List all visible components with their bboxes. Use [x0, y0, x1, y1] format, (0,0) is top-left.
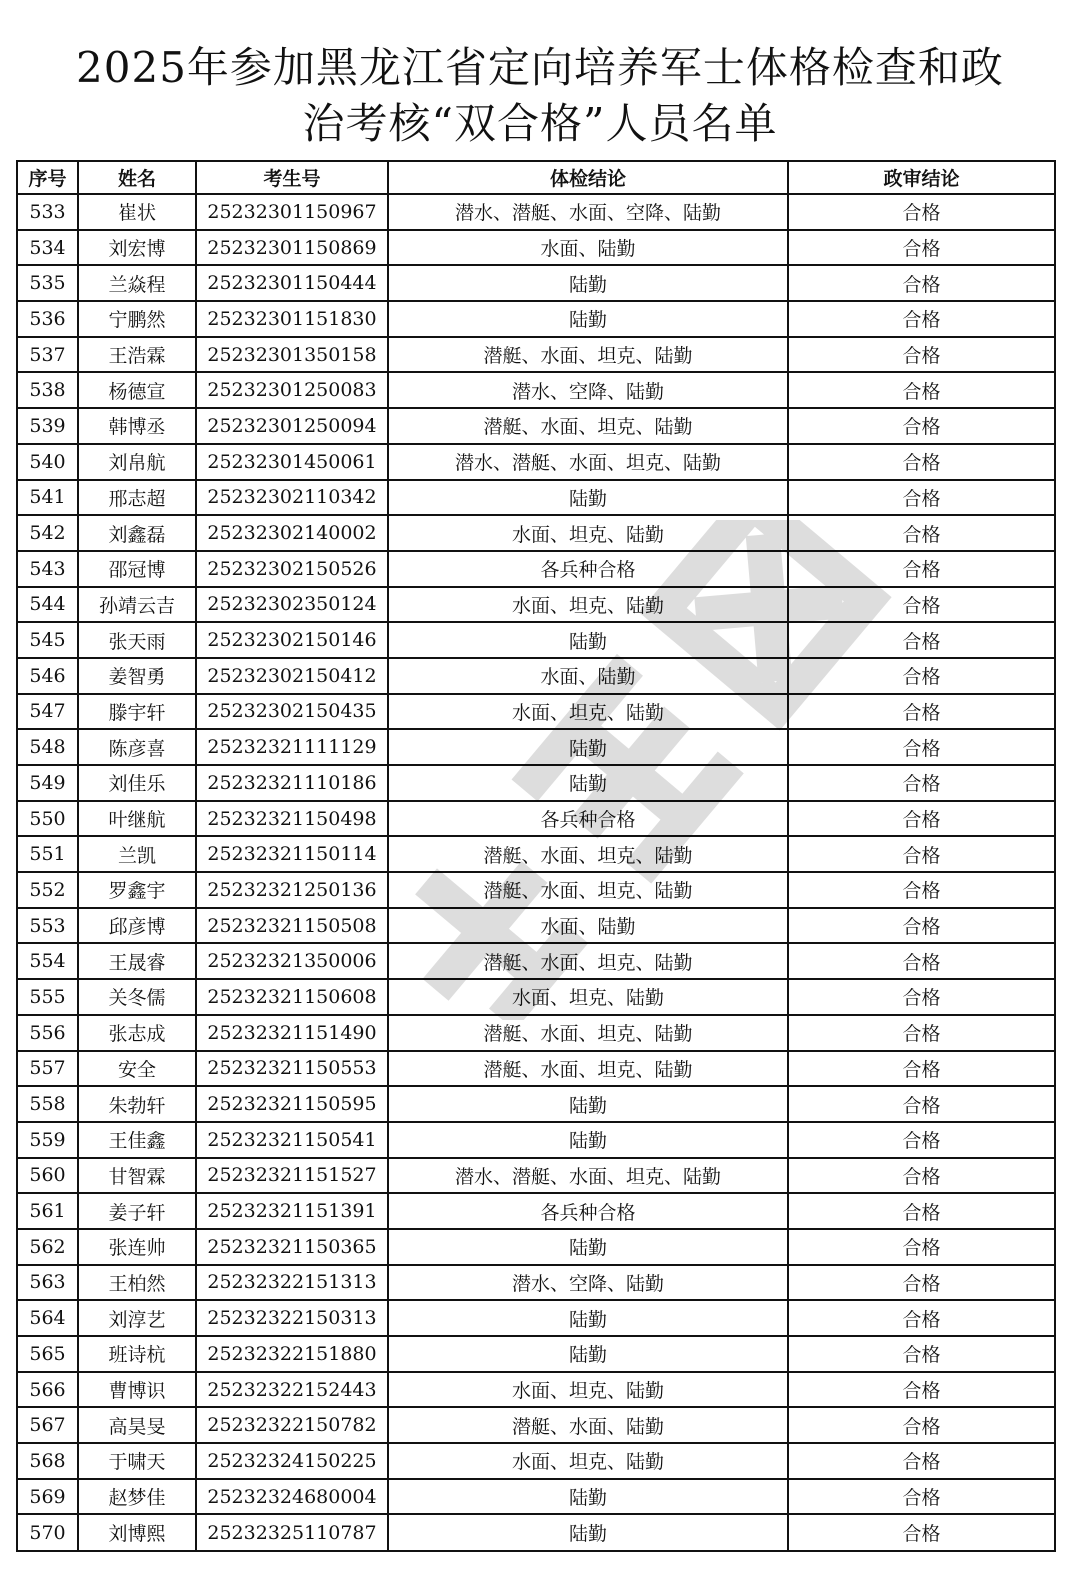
cell-serial: 555: [18, 979, 78, 1015]
cell-exam-number: 25232322151313: [196, 1265, 388, 1301]
cell-physical-result: 潜艇、水面、坦克、陆勤: [388, 1015, 788, 1051]
table-row: [18, 408, 1054, 444]
cell-name: 王晟睿: [78, 943, 196, 979]
table-row: [18, 551, 1054, 587]
header-political-result: 政审结论: [788, 162, 1054, 194]
table-row: [18, 694, 1054, 730]
cell-political-result: 合格: [788, 908, 1054, 944]
page-title-line-2: 治考核“双合格”人员名单: [302, 99, 778, 148]
cell-name: 王浩霖: [78, 337, 196, 373]
cell-serial: 540: [18, 444, 78, 480]
cell-exam-number: 25232301150869: [196, 230, 388, 266]
cell-physical-result: 陆勤: [388, 1300, 788, 1336]
cell-physical-result: 陆勤: [388, 1229, 788, 1265]
header-serial: 序号: [18, 162, 78, 194]
cell-political-result: 合格: [788, 372, 1054, 408]
table-row: [18, 1086, 1054, 1122]
cell-physical-result: 陆勤: [388, 480, 788, 516]
cell-serial: 546: [18, 658, 78, 694]
cell-name: 刘佳乐: [78, 765, 196, 801]
cell-physical-result: 水面、陆勤: [388, 658, 788, 694]
cell-physical-result: 陆勤: [388, 622, 788, 658]
cell-political-result: 合格: [788, 765, 1054, 801]
cell-serial: 543: [18, 551, 78, 587]
cell-exam-number: 25232301150444: [196, 265, 388, 301]
table-row: [18, 765, 1054, 801]
cell-name: 兰凯: [78, 836, 196, 872]
cell-physical-result: 水面、坦克、陆勤: [388, 979, 788, 1015]
cell-name: 张志成: [78, 1015, 196, 1051]
table-row: [18, 444, 1054, 480]
table-row: [18, 1122, 1054, 1158]
cell-serial: 564: [18, 1300, 78, 1336]
table-row: [18, 480, 1054, 516]
cell-political-result: 合格: [788, 979, 1054, 1015]
cell-political-result: 合格: [788, 1229, 1054, 1265]
cell-exam-number: 25232301250094: [196, 408, 388, 444]
cell-name: 安全: [78, 1051, 196, 1087]
cell-exam-number: 25232321150498: [196, 801, 388, 837]
cell-physical-result: 陆勤: [388, 1086, 788, 1122]
cell-physical-result: 潜水、空降、陆勤: [388, 372, 788, 408]
cell-serial: 570: [18, 1514, 78, 1550]
cell-exam-number: 25232301450061: [196, 444, 388, 480]
cell-political-result: 合格: [788, 480, 1054, 516]
cell-name: 邵冠博: [78, 551, 196, 587]
cell-physical-result: 水面、坦克、陆勤: [388, 515, 788, 551]
cell-exam-number: 25232321110186: [196, 765, 388, 801]
cell-exam-number: 25232322150313: [196, 1300, 388, 1336]
cell-physical-result: 潜水、潜艇、水面、坦克、陆勤: [388, 1158, 788, 1194]
cell-name: 刘鑫磊: [78, 515, 196, 551]
cell-serial: 544: [18, 587, 78, 623]
cell-serial: 565: [18, 1336, 78, 1372]
cell-name: 曹博识: [78, 1372, 196, 1408]
table-header-row: [18, 162, 1054, 194]
cell-exam-number: 25232302110342: [196, 480, 388, 516]
cell-serial: 557: [18, 1051, 78, 1087]
table-row: [18, 1514, 1054, 1550]
cell-serial: 566: [18, 1372, 78, 1408]
cell-serial: 569: [18, 1479, 78, 1515]
table-row: [18, 729, 1054, 765]
table-row: [18, 943, 1054, 979]
cell-exam-number: 25232321150553: [196, 1051, 388, 1087]
cell-name: 张连帅: [78, 1229, 196, 1265]
cell-physical-result: 各兵种合格: [388, 801, 788, 837]
cell-political-result: 合格: [788, 622, 1054, 658]
cell-serial: 541: [18, 480, 78, 516]
cell-name: 杨德宣: [78, 372, 196, 408]
table-row: [18, 515, 1054, 551]
table-row: [18, 301, 1054, 337]
cell-exam-number: 25232301150967: [196, 194, 388, 230]
page-title: [0, 40, 1080, 152]
cell-exam-number: 25232322151880: [196, 1336, 388, 1372]
cell-name: 朱勃轩: [78, 1086, 196, 1122]
cell-physical-result: 陆勤: [388, 301, 788, 337]
cell-name: 刘帛航: [78, 444, 196, 480]
cell-serial: 548: [18, 729, 78, 765]
cell-political-result: 合格: [788, 1407, 1054, 1443]
cell-name: 王柏然: [78, 1265, 196, 1301]
cell-serial: 534: [18, 230, 78, 266]
cell-name: 姜子轩: [78, 1193, 196, 1229]
table-row: [18, 337, 1054, 373]
cell-name: 陈彦喜: [78, 729, 196, 765]
cell-political-result: 合格: [788, 1193, 1054, 1229]
cell-serial: 539: [18, 408, 78, 444]
cell-exam-number: 25232321150595: [196, 1086, 388, 1122]
cell-serial: 563: [18, 1265, 78, 1301]
cell-serial: 536: [18, 301, 78, 337]
cell-physical-result: 潜艇、水面、坦克、陆勤: [388, 943, 788, 979]
cell-name: 赵梦佳: [78, 1479, 196, 1515]
cell-exam-number: 25232302150146: [196, 622, 388, 658]
cell-name: 甘智霖: [78, 1158, 196, 1194]
cell-serial: 551: [18, 836, 78, 872]
cell-name: 滕宇轩: [78, 694, 196, 730]
cell-political-result: 合格: [788, 1265, 1054, 1301]
cell-political-result: 合格: [788, 694, 1054, 730]
cell-political-result: 合格: [788, 801, 1054, 837]
cell-serial: 558: [18, 1086, 78, 1122]
cell-physical-result: 潜艇、水面、坦克、陆勤: [388, 337, 788, 373]
cell-exam-number: 25232324150225: [196, 1443, 388, 1479]
cell-political-result: 合格: [788, 408, 1054, 444]
cell-physical-result: 陆勤: [388, 265, 788, 301]
table-row: [18, 194, 1054, 230]
table-row: [18, 1372, 1054, 1408]
cell-political-result: 合格: [788, 337, 1054, 373]
cell-physical-result: 陆勤: [388, 1514, 788, 1550]
cell-political-result: 合格: [788, 1479, 1054, 1515]
roster-table-container: [16, 160, 1056, 1552]
cell-name: 关冬儒: [78, 979, 196, 1015]
cell-political-result: 合格: [788, 1443, 1054, 1479]
cell-name: 邢志超: [78, 480, 196, 516]
cell-physical-result: 潜艇、水面、坦克、陆勤: [388, 872, 788, 908]
cell-name: 崔状: [78, 194, 196, 230]
cell-physical-result: 陆勤: [388, 729, 788, 765]
cell-name: 于啸天: [78, 1443, 196, 1479]
cell-physical-result: 潜水、潜艇、水面、坦克、陆勤: [388, 444, 788, 480]
cell-name: 王佳鑫: [78, 1122, 196, 1158]
table-row: [18, 1336, 1054, 1372]
cell-political-result: 合格: [788, 1300, 1054, 1336]
page-title-line-1: 2025年参加黑龙江省定向培养军士体格检查和政: [76, 43, 1004, 92]
cell-exam-number: 25232321150608: [196, 979, 388, 1015]
cell-physical-result: 潜艇、水面、陆勤: [388, 1407, 788, 1443]
cell-serial: 561: [18, 1193, 78, 1229]
cell-serial: 545: [18, 622, 78, 658]
cell-exam-number: 25232321111129: [196, 729, 388, 765]
table-row: [18, 1479, 1054, 1515]
table-row: [18, 1015, 1054, 1051]
table-row: [18, 836, 1054, 872]
cell-name: 刘淳艺: [78, 1300, 196, 1336]
cell-political-result: 合格: [788, 515, 1054, 551]
cell-political-result: 合格: [788, 1086, 1054, 1122]
cell-physical-result: 陆勤: [388, 1122, 788, 1158]
cell-physical-result: 潜水、空降、陆勤: [388, 1265, 788, 1301]
cell-exam-number: 25232321151490: [196, 1015, 388, 1051]
cell-exam-number: 25232301350158: [196, 337, 388, 373]
table-row: [18, 908, 1054, 944]
table-row: [18, 1265, 1054, 1301]
cell-name: 高昊旻: [78, 1407, 196, 1443]
cell-serial: 550: [18, 801, 78, 837]
cell-political-result: 合格: [788, 729, 1054, 765]
cell-exam-number: 25232302150412: [196, 658, 388, 694]
table-row: [18, 372, 1054, 408]
cell-exam-number: 25232321150508: [196, 908, 388, 944]
cell-serial: 553: [18, 908, 78, 944]
cell-exam-number: 25232301250083: [196, 372, 388, 408]
table-row: [18, 1051, 1054, 1087]
cell-political-result: 合格: [788, 301, 1054, 337]
cell-physical-result: 陆勤: [388, 765, 788, 801]
header-physical-result: 体检结论: [388, 162, 788, 194]
cell-political-result: 合格: [788, 943, 1054, 979]
table-row: [18, 587, 1054, 623]
cell-political-result: 合格: [788, 551, 1054, 587]
table-row: [18, 801, 1054, 837]
cell-serial: 538: [18, 372, 78, 408]
cell-name: 孙靖云吉: [78, 587, 196, 623]
cell-exam-number: 25232302150526: [196, 551, 388, 587]
cell-political-result: 合格: [788, 1336, 1054, 1372]
table-row: [18, 1158, 1054, 1194]
cell-serial: 556: [18, 1015, 78, 1051]
cell-physical-result: 水面、坦克、陆勤: [388, 1372, 788, 1408]
cell-physical-result: 潜艇、水面、坦克、陆勤: [388, 408, 788, 444]
cell-physical-result: 潜艇、水面、坦克、陆勤: [388, 1051, 788, 1087]
table-row: [18, 872, 1054, 908]
cell-physical-result: 水面、坦克、陆勤: [388, 694, 788, 730]
cell-exam-number: 25232321150541: [196, 1122, 388, 1158]
header-name: 姓名: [78, 162, 196, 194]
cell-exam-number: 25232302350124: [196, 587, 388, 623]
cell-serial: 559: [18, 1122, 78, 1158]
table-row: [18, 265, 1054, 301]
cell-serial: 568: [18, 1443, 78, 1479]
cell-exam-number: 25232321350006: [196, 943, 388, 979]
cell-political-result: 合格: [788, 194, 1054, 230]
table-row: [18, 1193, 1054, 1229]
cell-exam-number: 25232321150365: [196, 1229, 388, 1265]
cell-serial: 560: [18, 1158, 78, 1194]
table-row: [18, 979, 1054, 1015]
cell-name: 叶继航: [78, 801, 196, 837]
cell-exam-number: 25232322150782: [196, 1407, 388, 1443]
cell-political-result: 合格: [788, 444, 1054, 480]
table-row: [18, 658, 1054, 694]
cell-name: 兰焱程: [78, 265, 196, 301]
roster-table: [18, 162, 1054, 1550]
cell-political-result: 合格: [788, 1051, 1054, 1087]
cell-political-result: 合格: [788, 1158, 1054, 1194]
cell-serial: 554: [18, 943, 78, 979]
cell-exam-number: 25232325110787: [196, 1514, 388, 1550]
cell-serial: 542: [18, 515, 78, 551]
table-body: [18, 194, 1054, 1550]
cell-name: 班诗杭: [78, 1336, 196, 1372]
cell-serial: 562: [18, 1229, 78, 1265]
cell-serial: 533: [18, 194, 78, 230]
table-row: [18, 1300, 1054, 1336]
cell-name: 张天雨: [78, 622, 196, 658]
cell-exam-number: 25232321151527: [196, 1158, 388, 1194]
cell-name: 罗鑫宇: [78, 872, 196, 908]
cell-serial: 549: [18, 765, 78, 801]
cell-political-result: 合格: [788, 1514, 1054, 1550]
cell-physical-result: 水面、陆勤: [388, 230, 788, 266]
table-row: [18, 1443, 1054, 1479]
cell-physical-result: 各兵种合格: [388, 1193, 788, 1229]
cell-physical-result: 潜艇、水面、坦克、陆勤: [388, 836, 788, 872]
cell-serial: 547: [18, 694, 78, 730]
cell-physical-result: 陆勤: [388, 1479, 788, 1515]
cell-name: 韩博丞: [78, 408, 196, 444]
table-row: [18, 230, 1054, 266]
cell-serial: 552: [18, 872, 78, 908]
cell-exam-number: 25232302150435: [196, 694, 388, 730]
cell-political-result: 合格: [788, 265, 1054, 301]
table-row: [18, 1407, 1054, 1443]
cell-physical-result: 水面、坦克、陆勤: [388, 1443, 788, 1479]
cell-exam-number: 25232321151391: [196, 1193, 388, 1229]
header-exam-number: 考生号: [196, 162, 388, 194]
cell-name: 刘宏博: [78, 230, 196, 266]
table-row: [18, 1229, 1054, 1265]
cell-political-result: 合格: [788, 1015, 1054, 1051]
cell-physical-result: 各兵种合格: [388, 551, 788, 587]
cell-political-result: 合格: [788, 587, 1054, 623]
cell-physical-result: 陆勤: [388, 1336, 788, 1372]
cell-political-result: 合格: [788, 872, 1054, 908]
table-row: [18, 622, 1054, 658]
cell-serial: 537: [18, 337, 78, 373]
cell-exam-number: 25232324680004: [196, 1479, 388, 1515]
cell-physical-result: 水面、坦克、陆勤: [388, 587, 788, 623]
cell-name: 宁鹏然: [78, 301, 196, 337]
cell-exam-number: 25232321250136: [196, 872, 388, 908]
cell-political-result: 合格: [788, 1372, 1054, 1408]
cell-exam-number: 25232322152443: [196, 1372, 388, 1408]
cell-political-result: 合格: [788, 230, 1054, 266]
cell-name: 刘博熙: [78, 1514, 196, 1550]
cell-exam-number: 25232321150114: [196, 836, 388, 872]
cell-exam-number: 25232301151830: [196, 301, 388, 337]
cell-exam-number: 25232302140002: [196, 515, 388, 551]
cell-name: 姜智勇: [78, 658, 196, 694]
cell-serial: 567: [18, 1407, 78, 1443]
cell-name: 邱彦博: [78, 908, 196, 944]
cell-serial: 535: [18, 265, 78, 301]
cell-political-result: 合格: [788, 836, 1054, 872]
cell-political-result: 合格: [788, 1122, 1054, 1158]
cell-physical-result: 水面、陆勤: [388, 908, 788, 944]
cell-physical-result: 潜水、潜艇、水面、空降、陆勤: [388, 194, 788, 230]
cell-political-result: 合格: [788, 658, 1054, 694]
